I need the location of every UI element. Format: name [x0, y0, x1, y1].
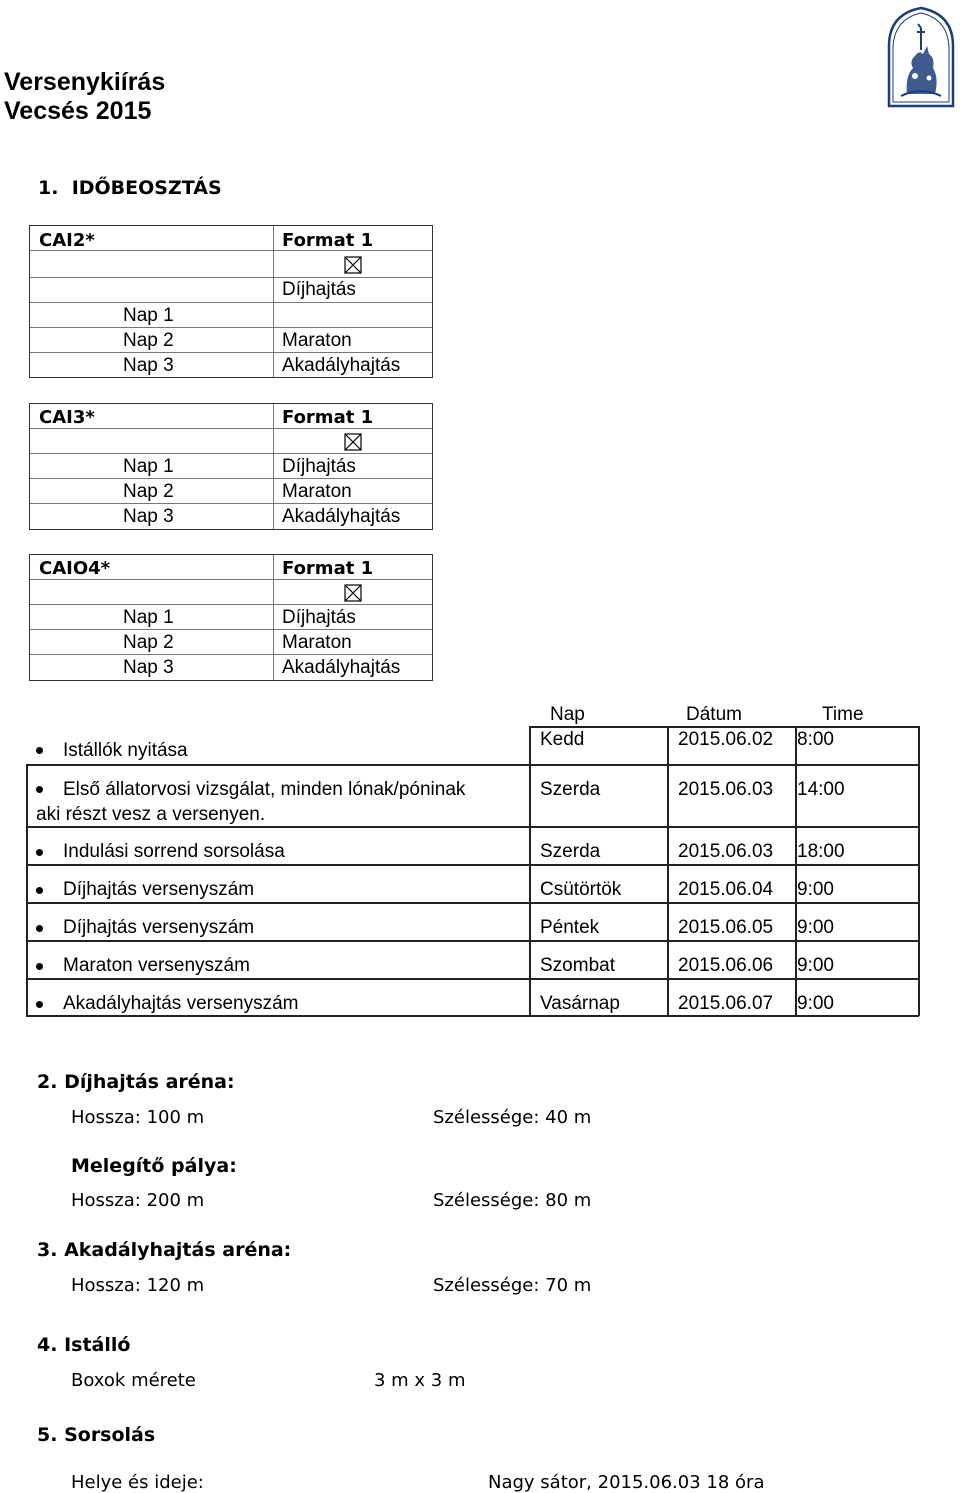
- event-label: Maraton: [282, 632, 352, 653]
- section-number: 2.: [37, 1071, 58, 1093]
- schedule-day: Péntek: [540, 917, 600, 938]
- day-label: Nap 1: [123, 305, 174, 326]
- schedule-event: Díjhajtás versenyszám: [63, 917, 255, 938]
- schedule-event: Maraton versenyszám: [63, 955, 250, 976]
- format-table-cai3: [29, 403, 433, 530]
- day-label: Nap 1: [123, 607, 174, 628]
- crossed-box-icon: [344, 433, 362, 451]
- schedule-day: Kedd: [540, 729, 585, 750]
- warmup-width: Szélessége: 80 m: [433, 1190, 592, 1211]
- schedule-date: 2015.06.03: [678, 779, 774, 800]
- col-header-date: Dátum: [686, 704, 742, 725]
- section-title: IDŐBEOSZTÁS: [71, 177, 222, 199]
- section-5-heading: [37, 1424, 155, 1446]
- section-number: 1.: [38, 177, 59, 199]
- schedule-time: 9:00: [797, 917, 834, 938]
- event-label: Díjhajtás: [282, 279, 356, 300]
- warmup-length: Hossza: 200 m: [71, 1190, 205, 1211]
- event-label: Akadályhajtás: [282, 506, 401, 527]
- format-label: Format 1: [282, 230, 374, 251]
- schedule-time: 14:00: [797, 779, 845, 800]
- schedule-date: 2015.06.04: [678, 879, 774, 900]
- warmup-heading: Melegítő pálya:: [71, 1155, 237, 1177]
- schedule-day: Csütörtök: [540, 879, 622, 900]
- section-1-heading: [38, 177, 222, 199]
- section-number: 3.: [37, 1239, 58, 1261]
- section-title: Akadályhajtás aréna:: [64, 1239, 292, 1261]
- crossed-box-icon: [344, 584, 362, 602]
- schedule-date: 2015.06.07: [678, 993, 774, 1014]
- schedule-event: Istállók nyitása: [63, 740, 188, 761]
- arena-length: Hossza: 100 m: [71, 1107, 205, 1128]
- format-label: Format 1: [282, 407, 374, 428]
- schedule-time: 9:00: [797, 955, 834, 976]
- schedule-time: 9:00: [797, 993, 834, 1014]
- event-label: Akadályhajtás: [282, 657, 401, 678]
- day-label: Nap 2: [123, 481, 174, 502]
- schedule-event: Indulási sorrend sorsolása: [63, 841, 285, 862]
- event-label: Maraton: [282, 481, 352, 502]
- arena-width: Szélessége: 40 m: [433, 1107, 592, 1128]
- document-subtitle: Vecsés 2015: [4, 97, 152, 125]
- col-header-day: Nap: [550, 704, 585, 725]
- schedule-date: 2015.06.03: [678, 841, 774, 862]
- category-label: CAI2*: [39, 230, 95, 251]
- document-title: Versenykiírás: [4, 68, 166, 96]
- schedule-day: Vasárnap: [540, 993, 620, 1014]
- event-label: Akadályhajtás: [282, 355, 401, 376]
- format-table-caio4: [29, 554, 433, 681]
- day-label: Nap 3: [123, 506, 174, 527]
- col-header-time: Time: [822, 704, 864, 725]
- schedule-event: Akadályhajtás versenyszám: [63, 993, 299, 1014]
- format-label: Format 1: [282, 558, 374, 579]
- section-3-heading: [37, 1239, 291, 1261]
- box-size-label: Boxok mérete: [71, 1370, 196, 1391]
- schedule-event-continuation: aki részt vesz a versenyen.: [36, 804, 266, 825]
- event-label: Díjhajtás: [282, 456, 356, 477]
- schedule-time: 9:00: [797, 879, 834, 900]
- section-number: 4.: [37, 1334, 58, 1356]
- schedule-event: Első állatorvosi vizsgálat, minden lónak/póninak: [63, 779, 466, 800]
- section-number: 5.: [37, 1424, 58, 1446]
- arena-width: Szélessége: 70 m: [433, 1275, 592, 1296]
- event-label: Maraton: [282, 330, 352, 351]
- section-2-heading: [37, 1071, 235, 1093]
- schedule-day: Szerda: [540, 841, 601, 862]
- schedule-day: Szombat: [540, 955, 615, 976]
- schedule-date: 2015.06.06: [678, 955, 774, 976]
- schedule-event: Díjhajtás versenyszám: [63, 879, 255, 900]
- day-label: Nap 3: [123, 355, 174, 376]
- event-label: Díjhajtás: [282, 607, 356, 628]
- horse-rider-emblem-icon: [885, 6, 957, 108]
- schedule-time: 8:00: [797, 729, 834, 750]
- section-title: Sorsolás: [64, 1424, 156, 1446]
- day-label: Nap 3: [123, 657, 174, 678]
- category-label: CAI3*: [39, 407, 95, 428]
- format-table-cai2: [29, 225, 433, 378]
- schedule-day: Szerda: [540, 779, 601, 800]
- arena-length: Hossza: 120 m: [71, 1275, 205, 1296]
- crossed-box-icon: [344, 256, 362, 274]
- section-4-heading: [37, 1334, 130, 1356]
- day-label: Nap 2: [123, 632, 174, 653]
- draw-location-value: Nagy sátor, 2015.06.03 18 óra: [488, 1472, 765, 1493]
- category-label: CAIO4*: [39, 558, 111, 579]
- day-label: Nap 1: [123, 456, 174, 477]
- draw-location-label: Helye és ideje:: [71, 1472, 204, 1493]
- schedule-date: 2015.06.02: [678, 729, 774, 750]
- box-size-value: 3 m x 3 m: [374, 1370, 466, 1391]
- day-label: Nap 2: [123, 330, 174, 351]
- section-title: Istálló: [64, 1334, 131, 1356]
- schedule-date: 2015.06.05: [678, 917, 774, 938]
- section-title: Díjhajtás aréna:: [64, 1071, 235, 1093]
- schedule-time: 18:00: [797, 841, 845, 862]
